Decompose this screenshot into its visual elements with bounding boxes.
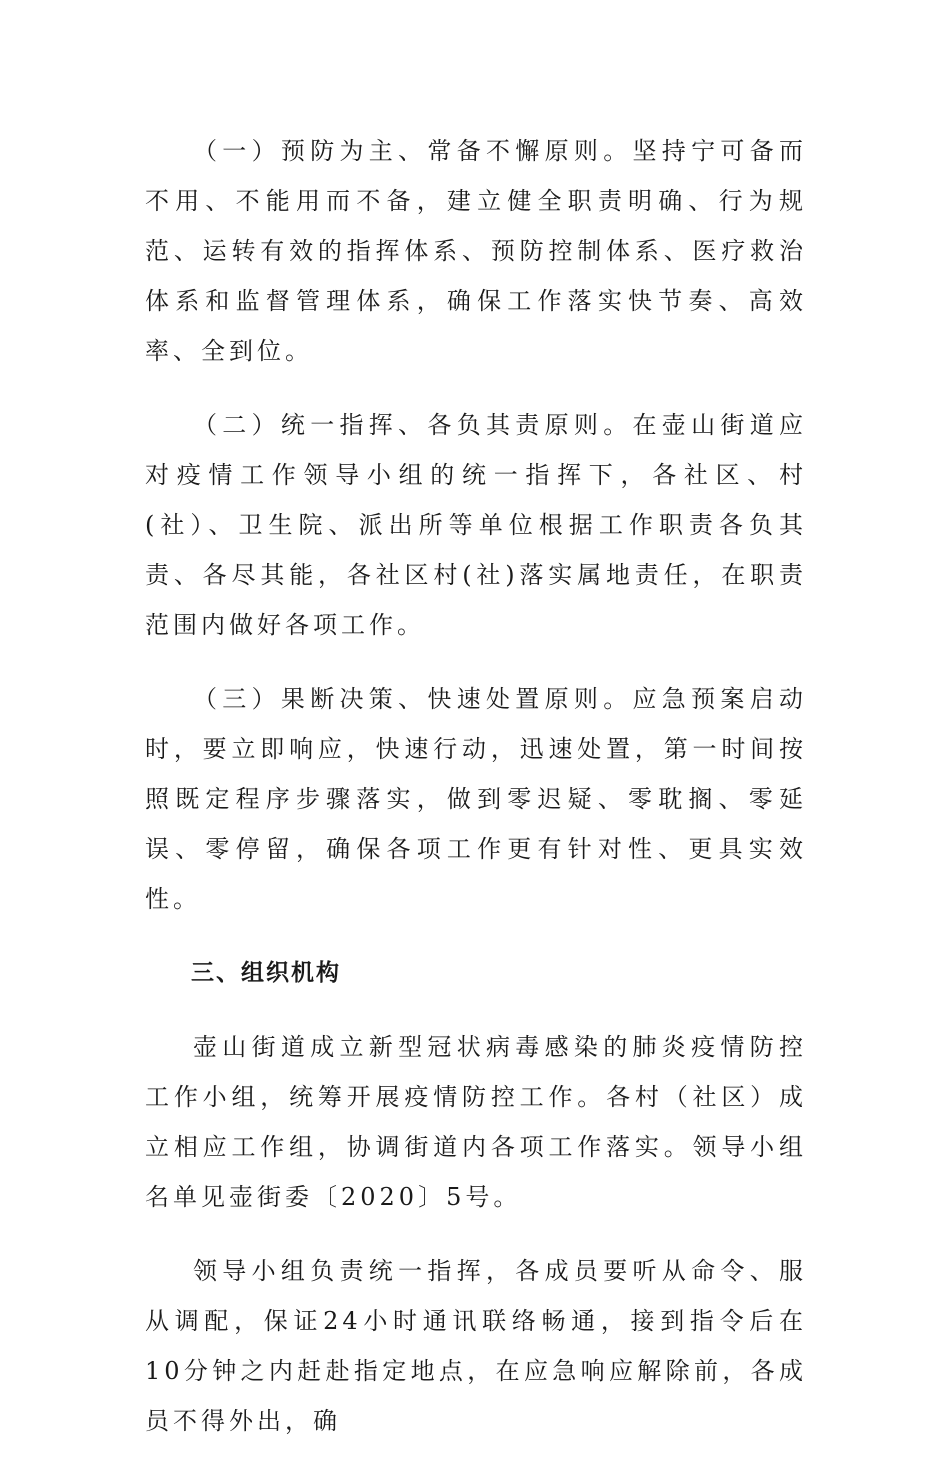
principle-3-paragraph: [145, 674, 807, 924]
document-page: [145, 126, 807, 1470]
principle-1-text: 坚持宁可备而不用、不能用而不备，建立健全职责明确、行为规范、运转有效的指挥体系、预防控制体系、医疗救治体系和监督管理体系，确保工作落实快节奏、高效率、全到位。: [145, 137, 807, 365]
principle-1-lead: （一）预防为主、常备不懈原则。: [193, 137, 633, 165]
section-heading: 三、组织机构: [191, 960, 341, 986]
principle-2-paragraph: [145, 400, 807, 650]
org-paragraph-2: 领导小组负责统一指挥，各成员要听从命令、服从调配，保证24小时通讯联络畅通，接到指令后在10分钟之内赶赴指定地点，在应急响应解除前，各成员不得外出，确: [145, 1257, 807, 1435]
principle-3-text: 应急预案启动时，要立即响应，快速行动，迅速处置，第一时间按照既定程序步骤落实，做到零迟疑、零耽搁、零延误、零停留，确保各项工作更有针对性、更具实效性。: [145, 685, 807, 913]
principle-1-paragraph: [145, 126, 807, 376]
org-paragraph-1: 壶山街道成立新型冠状病毒感染的肺炎疫情防控工作小组，统筹开展疫情防控工作。各村（社区）成立相应工作组，协调街道内各项工作落实。领导小组名单见壶街委〔2020〕5号。: [145, 1033, 807, 1211]
principle-2-lead: （二）统一指挥、各负其责原则。: [193, 411, 633, 439]
principle-2-text: 在壶山街道应对疫情工作领导小组的统一指挥下，各社区、村(社）、卫生院、派出所等单位根据工作职责各负其责、各尽其能，各社区村(社)落实属地责任，在职责范围内做好各项工作。: [145, 411, 807, 639]
principle-3-lead: （三）果断决策、快速处置原则。: [193, 685, 633, 713]
